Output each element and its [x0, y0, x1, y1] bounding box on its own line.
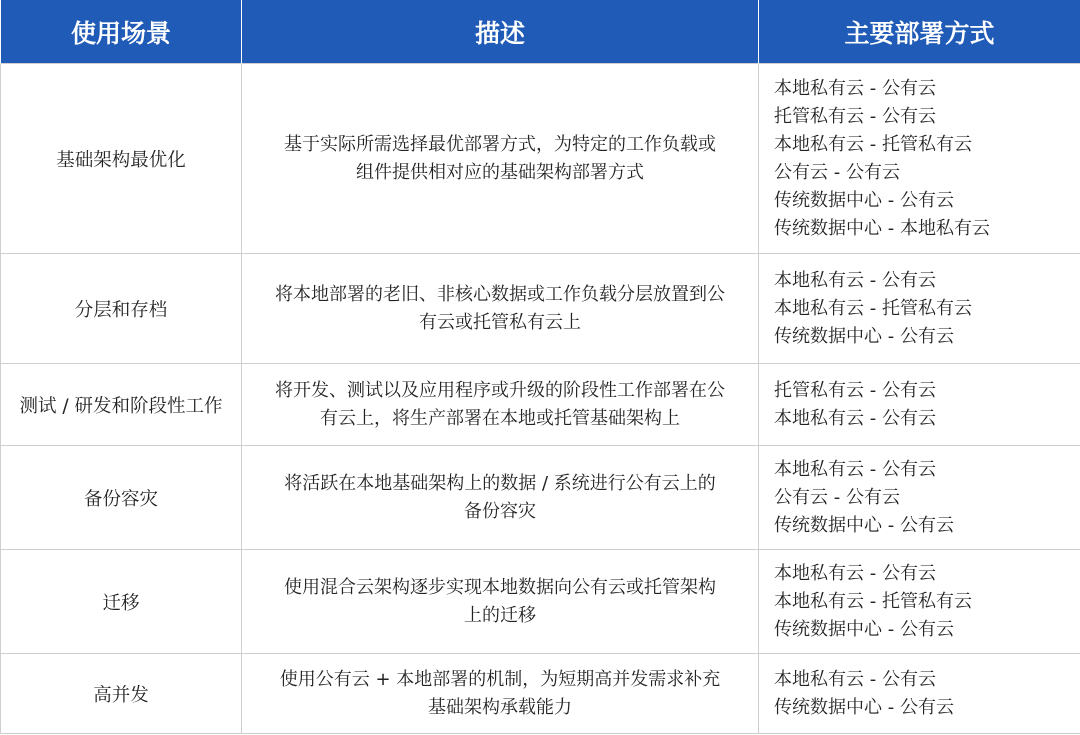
table-header	[1, 0, 1080, 64]
table-row	[1, 254, 1080, 364]
description-text: 使用混合云架构逐步实现本地数据向公有云或托管架构 上的迁移	[284, 576, 716, 626]
method-item: 本地私有云 - 公有云	[774, 562, 936, 584]
header-scene: 使用场景	[1, 0, 242, 64]
scene-cell: 分层和存档	[1, 254, 242, 364]
method-item: 传统数据中心 - 公有云	[774, 189, 954, 211]
methods-cell	[759, 364, 1080, 446]
method-item: 本地私有云 - 公有云	[774, 458, 936, 480]
scene-cell: 测试 / 研发和阶段性工作	[1, 364, 242, 446]
method-item: 公有云 - 公有云	[774, 486, 900, 508]
description-cell	[242, 550, 759, 654]
scene-cell: 迁移	[1, 550, 242, 654]
header-description: 描述	[242, 0, 759, 64]
methods-cell	[759, 254, 1080, 364]
description-cell	[242, 446, 759, 550]
description-text: 基于实际所需选择最优部署方式，为特定的工作负载或 组件提供相对应的基础架构部署方式	[284, 133, 716, 183]
method-item: 托管私有云 - 公有云	[774, 379, 936, 401]
header-methods: 主要部署方式	[759, 0, 1080, 64]
scene-cell: 高并发	[1, 654, 242, 734]
table-body	[1, 64, 1080, 734]
method-item: 传统数据中心 - 公有云	[774, 696, 954, 718]
description-text: 将活跃在本地基础架构上的数据 / 系统进行公有云上的 备份容灾	[284, 472, 716, 522]
scene-cell: 备份容灾	[1, 446, 242, 550]
header-row	[1, 0, 1080, 64]
method-item: 本地私有云 - 公有云	[774, 77, 936, 99]
method-item: 本地私有云 - 托管私有云	[774, 590, 972, 612]
description-cell	[242, 654, 759, 734]
method-item: 本地私有云 - 托管私有云	[774, 133, 972, 155]
table-row	[1, 446, 1080, 550]
table-row	[1, 550, 1080, 654]
methods-cell	[759, 550, 1080, 654]
methods-cell	[759, 446, 1080, 550]
method-item: 传统数据中心 - 公有云	[774, 514, 954, 536]
table-row	[1, 364, 1080, 446]
method-item: 传统数据中心 - 公有云	[774, 618, 954, 640]
method-item: 传统数据中心 - 公有云	[774, 325, 954, 347]
scene-cell: 基础架构最优化	[1, 64, 242, 254]
methods-cell	[759, 64, 1080, 254]
method-item: 托管私有云 - 公有云	[774, 105, 936, 127]
methods-cell	[759, 654, 1080, 734]
description-text: 使用公有云 + 本地部署的机制，为短期高并发需求补充 基础架构承载能力	[279, 668, 721, 718]
method-item: 本地私有云 - 公有云	[774, 668, 936, 690]
description-cell	[242, 64, 759, 254]
method-item: 公有云 - 公有云	[774, 161, 900, 183]
description-cell	[242, 364, 759, 446]
method-item: 传统数据中心 - 本地私有云	[774, 217, 990, 239]
table-row	[1, 64, 1080, 254]
method-item: 本地私有云 - 公有云	[774, 269, 936, 291]
description-text: 将本地部署的老旧、非核心数据或工作负载分层放置到公 有云或托管私有云上	[275, 283, 725, 333]
description-text: 将开发、测试以及应用程序或升级的阶段性工作部署在公 有云上，将生产部署在本地或托管基础架构上	[275, 379, 725, 429]
description-cell	[242, 254, 759, 364]
method-item: 本地私有云 - 公有云	[774, 407, 936, 429]
method-item: 本地私有云 - 托管私有云	[774, 297, 972, 319]
table-row	[1, 654, 1080, 734]
